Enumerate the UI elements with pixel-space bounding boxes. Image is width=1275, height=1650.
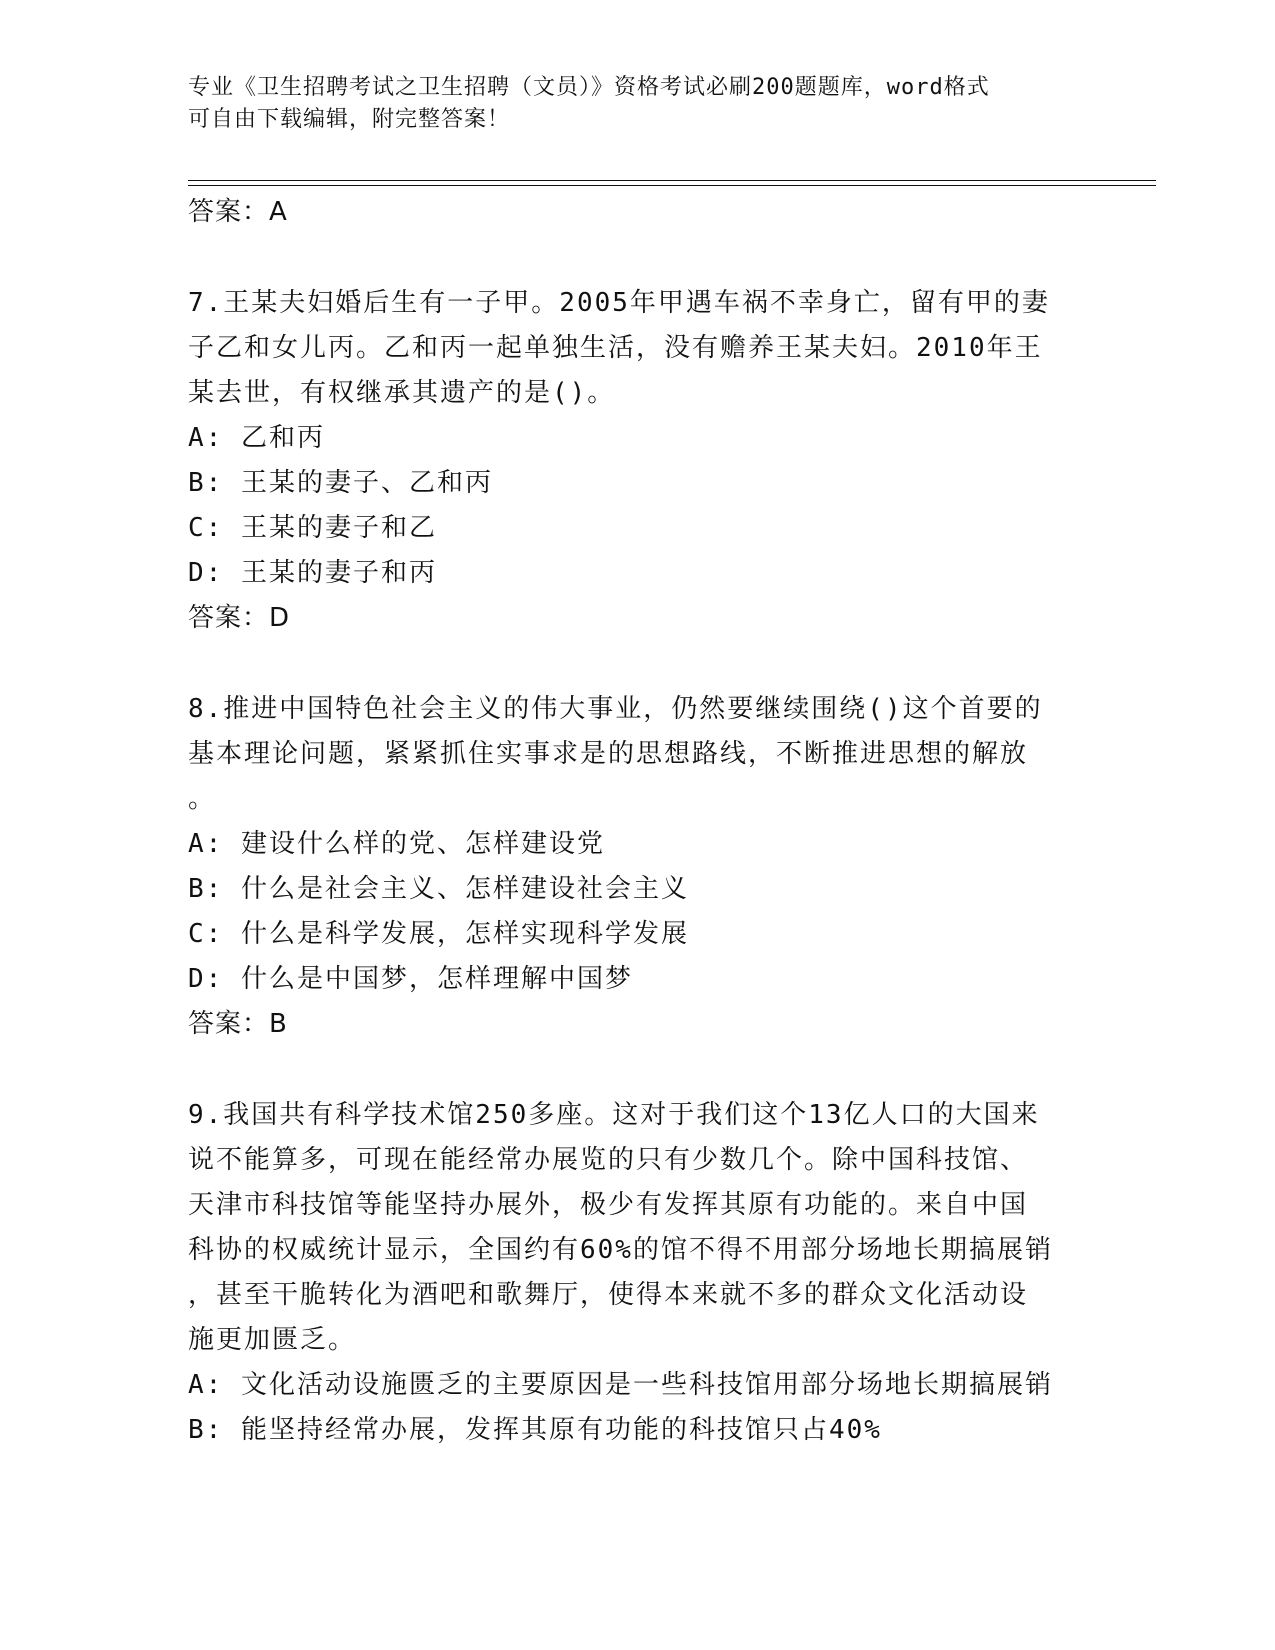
question-text-line: 基本理论问题，紧紧抓住实事求是的思想路线，不断推进思想的解放 (188, 739, 1029, 769)
question-text-line: ，甚至干脆转化为酒吧和歌舞厅，使得本来就不多的群众文化活动设 (188, 1280, 1029, 1310)
question-text-line: 科协的权威统计显示，全国约有60%的馆不得不用部分场地长期搞展销 (188, 1235, 1053, 1265)
question-text-line: 施更加匮乏。 (188, 1325, 357, 1355)
answer-line: 答案：D (188, 603, 291, 633)
header-line-2: 可自由下载编辑，附完整答案！ (188, 107, 511, 132)
question-text-line: 。 (188, 784, 217, 814)
option-a: A: 乙和丙 (188, 423, 325, 453)
question-text-line: 天津市科技馆等能坚持办展外，极少有发挥其原有功能的。来自中国 (188, 1190, 1029, 1220)
option-b: B: 什么是社会主义、怎样建设社会主义 (188, 874, 689, 904)
header-line-1: 专业《卫生招聘考试之卫生招聘（文员）》资格考试必刷200题题库，word格式 (188, 75, 990, 100)
question-text-line: 某去世，有权继承其遗产的是()。 (188, 378, 616, 408)
question-text-line: 9.我国共有科学技术馆250多座。这对于我们这个13亿人口的大国来 (188, 1100, 1040, 1130)
question-9 (188, 1093, 1088, 1453)
option-c: C: 什么是科学发展，怎样实现科学发展 (188, 919, 689, 949)
question-text-line: 说不能算多，可现在能经常办展览的只有少数几个。除中国科技馆、 (188, 1145, 1029, 1175)
option-b: B: 王某的妻子、乙和丙 (188, 468, 493, 498)
question-text-line: 8.推进中国特色社会主义的伟大事业，仍然要继续围绕()这个首要的 (188, 694, 1043, 724)
answer-line: 答案：A (188, 197, 288, 227)
option-d: D: 什么是中国梦，怎样理解中国梦 (188, 964, 633, 994)
question-7 (188, 281, 1088, 640)
question-text-line: 子乙和女儿丙。乙和丙一起单独生活，没有赡养王某夫妇。2010年王 (188, 333, 1043, 363)
page-header (188, 72, 1088, 136)
option-b: B: 能坚持经常办展，发挥其原有功能的科技馆只占40% (188, 1415, 882, 1445)
question-8 (188, 687, 1088, 1046)
option-c: C: 王某的妻子和乙 (188, 513, 437, 543)
question-text-line: 7.王某夫妇婚后生有一子甲。2005年甲遇车祸不幸身亡，留有甲的妻 (188, 288, 1050, 318)
document-body (188, 190, 1088, 1453)
option-a: A: 建设什么样的党、怎样建设党 (188, 829, 605, 859)
header-rule-bottom (188, 185, 1156, 186)
answer-line: 答案：B (188, 1009, 288, 1039)
option-d: D: 王某的妻子和丙 (188, 558, 437, 588)
option-a: A: 文化活动设施匮乏的主要原因是一些科技馆用部分场地长期搞展销 (188, 1370, 1053, 1400)
header-rule-top (188, 180, 1156, 181)
